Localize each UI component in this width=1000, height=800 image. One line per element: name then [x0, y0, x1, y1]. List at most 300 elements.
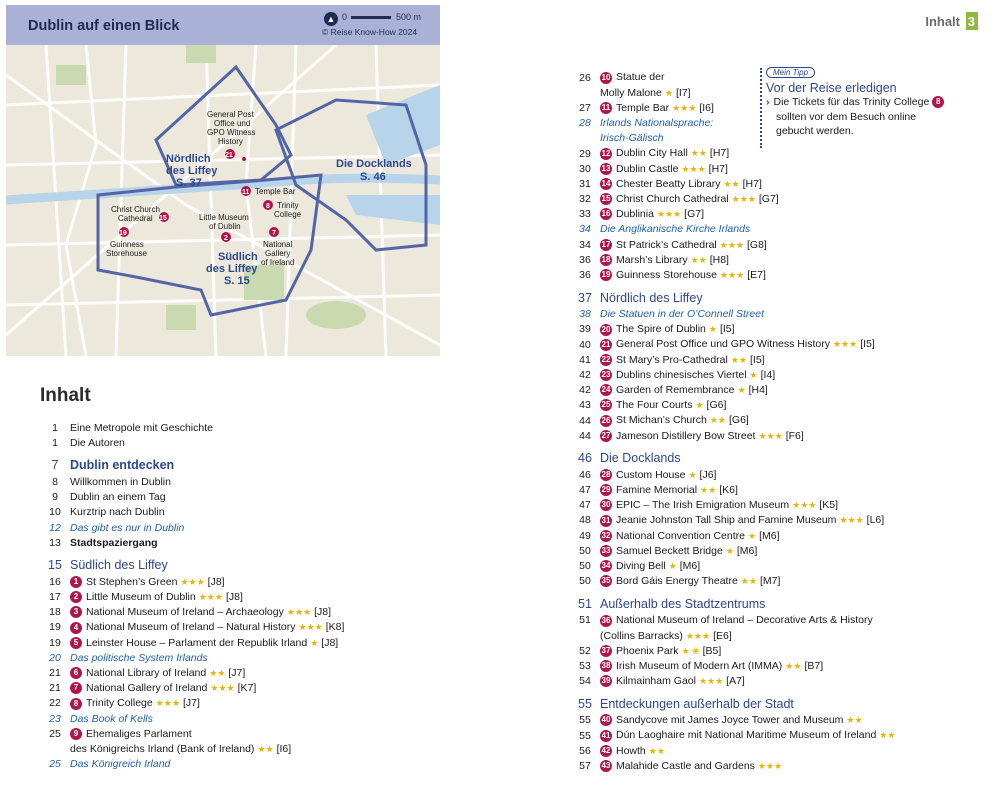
toc-entry[interactable]	[570, 513, 990, 528]
poi-number-badge: 43	[601, 761, 611, 771]
entry-title: Jameson Distillery Bow Street	[616, 429, 756, 442]
toc-entry[interactable]	[570, 728, 990, 743]
grid-reference: [J8]	[321, 636, 339, 649]
toc-entry[interactable]	[40, 635, 440, 650]
toc-entry[interactable]	[570, 674, 990, 689]
poi-number-badge: 37	[601, 645, 611, 655]
toc-left-column	[40, 420, 440, 772]
toc-entry[interactable]	[40, 505, 440, 520]
entry-text-wrap	[600, 530, 780, 542]
poi-number-2: 2	[224, 235, 228, 242]
grid-reference: [M6]	[759, 529, 780, 542]
entry-text-wrap	[70, 422, 213, 434]
page-number: 37	[578, 290, 592, 305]
page-number: 51	[578, 596, 592, 611]
entry-title: Nördlich des Liffey	[600, 290, 703, 305]
page-number: 10	[49, 506, 61, 519]
rating-stars: ★	[749, 369, 758, 380]
page-number: 43	[579, 399, 591, 412]
grid-reference: [H8]	[709, 253, 729, 266]
grid-reference: [H7]	[708, 162, 728, 175]
entry-title: Irlands Nationalsprache:	[600, 117, 714, 130]
toc-entry[interactable]	[40, 520, 440, 535]
entry-title: General Post Office und GPO Witness History	[616, 338, 830, 351]
poi-number-badge: 5	[70, 637, 82, 649]
page-number: 1	[52, 421, 58, 434]
rating-stars: ★★	[846, 715, 863, 726]
page-number: 42	[579, 368, 591, 381]
tip-line-1	[766, 95, 966, 110]
toc-entry[interactable]	[570, 267, 990, 282]
toc-entry[interactable]	[40, 650, 440, 665]
entry-text-wrap	[70, 437, 125, 449]
page-number: 47	[579, 499, 591, 512]
entry-text-wrap	[600, 308, 764, 320]
grid-reference: [I7]	[675, 86, 691, 99]
entry-text-wrap	[600, 291, 703, 305]
entry-title: National Gallery of Ireland	[86, 682, 208, 695]
page-number: 46	[578, 451, 592, 466]
entry-title: Phoenix Park	[616, 644, 679, 657]
poi-label-gpo-1: General Post	[207, 110, 254, 119]
entry-title: Famine Memorial	[616, 483, 698, 496]
entry-title: National Convention Centre	[616, 529, 745, 542]
page-number: 40	[579, 338, 591, 351]
poi-label-littlemuseum-2: of Dublin	[209, 222, 241, 231]
page-number: 55	[578, 696, 592, 711]
entry-title: Südlich des Liffey	[70, 558, 168, 573]
toc-chapter[interactable]	[570, 695, 990, 713]
map-title: Dublin auf einen Blick	[28, 18, 180, 34]
poi-number-badge: 27	[601, 430, 611, 440]
entry-text-wrap	[600, 645, 721, 657]
poi-number-badge: 20	[601, 324, 611, 334]
page-number: 32	[579, 193, 591, 206]
rating-stars: ★★★	[180, 576, 205, 587]
toc-entry[interactable]	[40, 681, 440, 696]
toc-entry[interactable]	[570, 483, 990, 498]
grid-reference: [K7]	[237, 682, 257, 695]
toc-entry[interactable]	[570, 574, 990, 589]
page-number: 26	[579, 71, 591, 84]
toc-entry[interactable]	[570, 252, 990, 267]
toc-entry[interactable]	[40, 711, 440, 726]
entry-text-wrap	[600, 729, 895, 741]
toc-chapter[interactable]	[570, 595, 990, 613]
entry-text-wrap	[70, 682, 256, 694]
rating-stars: ★★	[690, 148, 707, 159]
toc-entry[interactable]	[40, 435, 440, 450]
grid-reference: [J8]	[207, 575, 225, 588]
toc-entry[interactable]	[570, 222, 990, 237]
entry-title: Irisch-Gälisch	[600, 132, 664, 145]
rating-stars: ★★	[879, 730, 896, 741]
entry-title: Temple Bar	[616, 101, 670, 114]
toc-entry[interactable]	[40, 535, 440, 550]
entry-text-wrap	[600, 660, 823, 672]
poi-number-badge: 23	[601, 370, 611, 380]
grid-reference: [I6]	[699, 101, 714, 114]
poi-number-badge: 42	[601, 745, 611, 755]
page-number: 33	[579, 208, 591, 221]
grid-reference: [H7]	[742, 177, 762, 190]
entry-title: Howth	[616, 744, 646, 757]
poi-number-badge: 1	[70, 576, 82, 588]
rating-stars: ★★★	[286, 607, 312, 618]
toc-entry[interactable]	[40, 726, 440, 741]
toc-entry[interactable]	[570, 367, 990, 382]
page-number: 55	[579, 714, 591, 727]
page-number: 13	[49, 536, 61, 549]
poi-number-badge: 33	[601, 545, 611, 555]
entry-text-wrap	[70, 558, 168, 572]
page-header-label: Inhalt	[925, 14, 960, 29]
page-number: 50	[579, 575, 591, 588]
page-number: 34	[579, 238, 591, 251]
toc-entry[interactable]	[40, 696, 440, 711]
rating-stars: ★★	[690, 254, 707, 265]
page-number: 44	[579, 414, 591, 427]
entry-text-wrap	[600, 414, 749, 426]
toc-entry[interactable]	[570, 543, 990, 558]
grid-reference: [E7]	[747, 268, 766, 281]
page-number: 53	[579, 659, 591, 672]
page-number: 15	[48, 558, 62, 573]
toc-entry[interactable]	[570, 528, 990, 543]
tip-badge: Mein Tipp	[766, 67, 815, 78]
entry-text-wrap	[600, 597, 765, 611]
toc-entry[interactable]	[570, 192, 990, 207]
entry-title: Stadtspaziergang	[70, 536, 158, 549]
grid-reference: [J8]	[225, 590, 243, 603]
rating-stars: ★★	[648, 745, 665, 756]
rating-stars: ★★	[709, 415, 726, 426]
toc-entry[interactable]	[570, 643, 990, 658]
page-number: 3	[967, 14, 975, 29]
district-north-line2: des Liffey	[166, 165, 218, 177]
entry-text-wrap	[70, 637, 338, 649]
toc-chapter[interactable]	[40, 456, 440, 474]
page-number: 50	[579, 560, 591, 573]
poi-number-badge: 32	[601, 530, 611, 540]
poi-label-christchurch-2: Cathedral	[118, 214, 153, 223]
map-canvas	[6, 45, 440, 356]
toc-entry[interactable]	[570, 237, 990, 252]
poi-label-christchurch-1: Christ Church	[111, 205, 160, 214]
grid-reference: [J7]	[182, 697, 200, 710]
entry-title: Guinness Storehouse	[616, 268, 717, 281]
entry-text-wrap	[600, 323, 735, 335]
poi-number-badge: 8	[70, 698, 82, 710]
page-number: 31	[579, 177, 591, 190]
grid-reference: [I4]	[760, 368, 776, 381]
page-number: 25	[49, 758, 61, 771]
entry-text-wrap	[600, 675, 745, 687]
entry-text-wrap	[70, 728, 192, 740]
toc-entry[interactable]	[570, 558, 990, 573]
toc-entry[interactable]	[570, 628, 990, 643]
poi-number-badge: 6	[70, 667, 82, 679]
toc-entry[interactable]	[40, 474, 440, 489]
toc-chapter[interactable]	[570, 289, 990, 307]
rating-stars: ★★★	[792, 500, 817, 511]
grid-reference: [J7]	[228, 666, 246, 679]
poi-badge: 8	[932, 96, 944, 108]
entry-title: St Stephen’s Green	[86, 575, 178, 588]
entry-text-wrap	[600, 384, 768, 396]
poi-number-badge: 35	[601, 576, 611, 586]
grid-reference: [K8]	[325, 621, 345, 634]
entry-text-wrap	[70, 476, 171, 488]
entry-title: Irish Museum of Modern Art (IMMA)	[616, 659, 783, 672]
grid-reference: [I5]	[860, 338, 875, 351]
toc-entry[interactable]	[40, 420, 440, 435]
entry-title: Das politische System Irlands	[70, 651, 208, 664]
page-number: 19	[49, 636, 61, 649]
entry-title: National Library of Ireland	[86, 666, 207, 679]
page-number: 38	[579, 308, 591, 321]
poi-number-badge: 15	[601, 194, 611, 204]
toc-entry[interactable]	[570, 743, 990, 758]
page-number: 7	[51, 458, 59, 473]
grid-reference: [I6]	[276, 742, 292, 755]
entry-title: Statue der	[616, 71, 665, 84]
page-number: 57	[579, 759, 591, 772]
toc-entry[interactable]	[570, 398, 990, 413]
grid-reference: [J6]	[699, 468, 717, 481]
entry-title: Sandycove mit James Joyce Tower and Museum	[616, 714, 844, 727]
poi-number-badge: 18	[601, 254, 611, 264]
entry-text-wrap	[600, 514, 884, 526]
rating-stars: ★★★	[210, 683, 235, 694]
toc-entry[interactable]	[570, 758, 990, 773]
tip-box	[766, 66, 966, 139]
entry-text-wrap	[600, 117, 713, 129]
grid-reference: [L6]	[866, 514, 885, 527]
page-number: 27	[579, 101, 591, 114]
entry-text-wrap	[600, 147, 729, 159]
entry-text-wrap	[70, 758, 170, 770]
page-number: 51	[579, 614, 591, 627]
entry-title: Chester Beatty Library	[616, 177, 721, 190]
grid-reference: [B5]	[702, 644, 722, 657]
entry-title: Ehemaliges Parlament	[86, 727, 192, 740]
poi-number-badge: 38	[601, 661, 611, 671]
map-copyright: © Reise Know-How 2024	[322, 27, 418, 37]
entry-title: Bord Gáis Energy Theatre	[616, 575, 738, 588]
entry-text-wrap	[600, 178, 762, 190]
entry-text-wrap	[70, 713, 153, 725]
poi-number-badge: 9	[70, 728, 82, 740]
page-number: 1	[52, 436, 58, 449]
entry-title: Garden of Remembrance	[616, 384, 735, 397]
poi-number-badge: 10	[601, 72, 611, 82]
entry-text-wrap	[600, 714, 863, 726]
entry-text-wrap	[70, 491, 166, 503]
rating-stars: ★★★	[758, 430, 783, 441]
poi-number-21: 21	[225, 152, 233, 159]
toc-entry[interactable]	[570, 413, 990, 428]
entry-title: St Michan’s Church	[616, 414, 707, 427]
rating-stars: ★★★	[155, 698, 180, 709]
toc-entry[interactable]	[570, 383, 990, 398]
poi-number-badge: 12	[601, 148, 611, 158]
toc-entry[interactable]	[570, 337, 990, 352]
toc-entry[interactable]	[570, 613, 990, 628]
poi-number-badge: 36	[601, 615, 611, 625]
entry-text-wrap	[600, 560, 700, 572]
entry-title: Außerhalb des Stadtzentrums	[600, 596, 766, 611]
page-number: 20	[49, 651, 61, 664]
toc-chapter[interactable]	[40, 556, 440, 574]
page-number: 41	[579, 353, 591, 366]
grid-reference: [H7]	[709, 147, 730, 160]
page-number: 12	[49, 521, 61, 534]
rating-stars: ★★	[723, 178, 740, 189]
page-number: 52	[579, 644, 591, 657]
entry-text-wrap	[70, 667, 245, 679]
toc-entry[interactable]	[570, 658, 990, 673]
tip-line-3: gebucht werden.	[776, 125, 854, 137]
map-header	[6, 5, 440, 45]
rating-stars: ★★★	[198, 591, 223, 602]
toc-entry[interactable]	[570, 161, 990, 176]
grid-reference: [J8]	[314, 606, 332, 619]
grid-reference: [I5]	[750, 353, 765, 366]
entry-text-wrap	[600, 469, 716, 481]
toc-entry[interactable]	[570, 146, 990, 161]
entry-title: Eine Metropole mit Geschichte	[70, 421, 213, 434]
entry-title: National Museum of Ireland – Archaeology	[86, 606, 284, 619]
entry-title: Die Anglikanische Kirche Irlands	[600, 223, 751, 236]
district-north-line1: Nördlich	[166, 153, 211, 165]
entry-title: Willkommen in Dublin	[70, 475, 171, 488]
poi-number-badge: 4	[70, 622, 82, 634]
poi-number-badge: 29	[601, 485, 611, 495]
grid-reference: [I5]	[719, 323, 735, 336]
poi-number-badge: 28	[601, 470, 611, 480]
toc-entry[interactable]	[570, 207, 990, 222]
toc-entry[interactable]	[40, 757, 440, 772]
entry-text-wrap	[70, 652, 208, 664]
entry-text-wrap	[70, 458, 174, 472]
entry-text-wrap	[70, 743, 291, 755]
entry-text-wrap	[600, 697, 794, 711]
entry-title: Dublin City Hall	[616, 147, 688, 160]
entry-title: The Four Courts	[616, 399, 693, 412]
page-number: 30	[579, 162, 591, 175]
poi-label-trinity-1: Trinity	[277, 201, 299, 210]
entry-title: Trinity College	[86, 697, 153, 710]
toc-entry[interactable]	[40, 741, 440, 756]
page-number: 25	[49, 727, 61, 740]
poi-label-guinness-1: Guinness	[110, 240, 144, 249]
toc-entry[interactable]	[570, 352, 990, 367]
entry-text-wrap	[70, 576, 225, 588]
toc-entry[interactable]	[40, 590, 440, 605]
entry-title: St Mary’s Pro-Cathedral	[616, 353, 728, 366]
entry-title: Jeanie Johnston Tall Ship and Famine Museum	[616, 514, 837, 527]
poi-number-badge: 22	[601, 354, 611, 364]
poi-number-badge: 19	[601, 270, 611, 280]
rating-stars: ★★★	[698, 676, 724, 687]
toc-entry[interactable]	[40, 605, 440, 620]
poi-label-gpo-4: History	[218, 137, 243, 146]
page-number: 28	[579, 117, 591, 130]
page-number: 29	[579, 147, 591, 160]
rating-stars: ★	[310, 637, 319, 648]
entry-text-wrap	[600, 223, 750, 235]
toc-chapter[interactable]	[570, 449, 990, 467]
rating-stars: ★★	[785, 660, 802, 671]
rating-stars: ★	[748, 530, 757, 541]
entry-text-wrap	[600, 614, 873, 626]
poi-number-badge: 2	[70, 591, 82, 603]
grid-reference: [G6]	[729, 414, 749, 427]
grid-reference: [G7]	[684, 208, 705, 221]
grid-reference: [M6]	[679, 559, 701, 572]
toc-entry[interactable]	[40, 665, 440, 680]
toc-entry[interactable]	[570, 428, 990, 443]
rating-stars: ★★	[700, 484, 717, 495]
rating-stars: ★★★	[839, 515, 864, 526]
toc-entry[interactable]	[40, 574, 440, 589]
entry-text-wrap	[70, 606, 331, 618]
rating-stars: ★ ❀	[681, 645, 700, 656]
toc-entry[interactable]	[570, 713, 990, 728]
entry-text-wrap	[70, 591, 243, 603]
page-number: 36	[579, 269, 591, 282]
poi-number-badge: 7	[70, 682, 82, 694]
page-number: 48	[579, 514, 591, 527]
rating-stars: ★★★	[672, 102, 697, 113]
rating-stars: ★	[725, 545, 734, 556]
entry-title: Das Königreich Irland	[70, 758, 171, 771]
rating-stars: ★★	[209, 667, 226, 678]
rating-stars: ★★★	[656, 209, 682, 220]
toc-entry[interactable]	[570, 322, 990, 337]
poi-number-badge: 24	[601, 385, 611, 395]
page-number: 8	[52, 475, 58, 488]
poi-number-8: 8	[266, 203, 270, 210]
page-number: 9	[52, 491, 58, 504]
tip-divider	[760, 68, 762, 148]
grid-reference: [H4]	[748, 384, 768, 397]
toc-entry[interactable]	[40, 620, 440, 635]
entry-title: (Collins Barracks)	[600, 629, 683, 642]
toc-entry[interactable]	[570, 176, 990, 191]
toc-entry[interactable]	[40, 490, 440, 505]
entry-text-wrap	[600, 354, 765, 366]
entry-title: Dublin Castle	[616, 162, 679, 175]
entry-text-wrap	[70, 522, 184, 534]
toc-entry[interactable]	[570, 307, 990, 322]
district-north-page: S. 37	[176, 177, 202, 189]
entry-text-wrap	[70, 697, 200, 709]
entry-title: Christ Church Cathedral	[616, 192, 729, 205]
page-number: 46	[579, 468, 591, 481]
poi-number-badge: 26	[601, 415, 611, 425]
grid-reference: [A7]	[726, 675, 745, 688]
grid-reference: [K6]	[719, 483, 738, 496]
poi-number-badge: 39	[601, 676, 611, 686]
poi-number-11: 11	[242, 189, 250, 196]
toc-entry[interactable]	[570, 498, 990, 513]
toc-entry[interactable]	[570, 467, 990, 482]
entry-text-wrap	[600, 451, 681, 465]
entry-text-wrap	[600, 760, 782, 772]
entry-text-wrap	[600, 575, 780, 587]
